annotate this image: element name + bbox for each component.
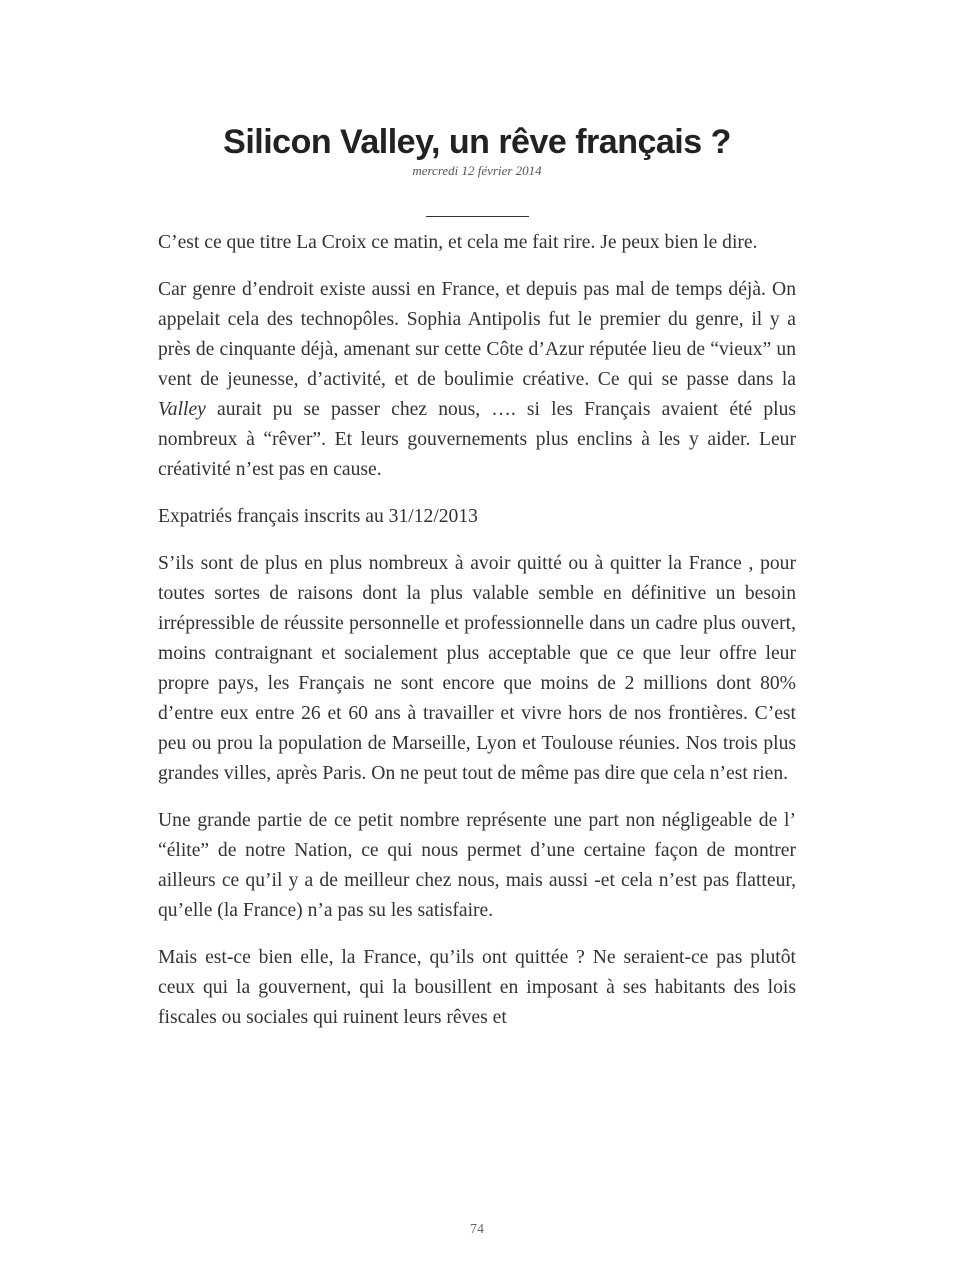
paragraph-2-emphasis-valley: Valley xyxy=(158,399,206,420)
title-separator xyxy=(426,216,529,217)
page-number: 74 xyxy=(470,1222,484,1237)
paragraph-2 xyxy=(158,275,796,485)
paragraph-6: Mais est-ce bien elle, la France, qu’ils ont quittée ? Ne seraient-ce pas plutôt ceux qui la gouvernent, qui la bousillent en imposant à ses habitants des lois fiscales ou sociales qui ruinent leurs rêves et xyxy=(158,947,796,1028)
paragraph-4: S’ils sont de plus en plus nombreux à avoir quitté ou à quitter la France , pour toutes sortes de raisons dont la plus valable semble en définitive un besoin irrépressible de réussite personnelle et professionnelle dans un cadre plus ouvert, moins contraignant et socialement plus acceptable que ce que leur offre leur propre pays, les Français ne sont encore que moins de 2 millions dont 80% d’entre eux entre 26 et 60 ans à travailler et vivre hors de nos frontières. C’est peu ou prou la population de Marseille, Lyon et Toulouse réunies. Nos trois plus grandes villes, après Paris. On ne peut tout de même pas dire que cela n’est rien. xyxy=(158,553,796,784)
paragraph-2-part-b: aurait pu se passer chez nous, …. si les Français avaient été plus nombreux à “rêver”. Et leurs gouvernements plus enclins à les y aider. Leur créativité n’est pas en cause. xyxy=(158,399,796,480)
paragraph-2-part-a: Car genre d’endroit existe aussi en France, et depuis pas mal de temps déjà. On appelait cela des technopôles. Sophia Antipolis fut le premier du genre, il y a près de cinquante déjà, amenant sur cette Côte d’Azur réputée lieu de “vieux” un vent de jeunesse, d’activité, et de boulimie créative. Ce qui se passe dans la xyxy=(158,279,796,390)
paragraph-1: C’est ce que titre La Croix ce matin, et cela me fait rire. Je peux bien le dire. xyxy=(158,232,758,253)
article-title: Silicon Valley, un rêve français ? xyxy=(223,123,731,161)
paragraph-5: Une grande partie de ce petit nombre représente une part non négligeable de l’ “élite” de notre Nation, ce qui nous permet d’une certaine façon de montrer ailleurs ce qu’il y a de meilleur chez nous, mais aussi -et cela n’est pas flatteur, qu’elle (la France) n’a pas su les satisfaire. xyxy=(158,810,796,921)
paragraph-3-caption: Expatriés français inscrits au 31/12/2013 xyxy=(158,506,478,527)
article-date: mercredi 12 février 2014 xyxy=(412,163,542,178)
article-body xyxy=(158,228,796,1050)
